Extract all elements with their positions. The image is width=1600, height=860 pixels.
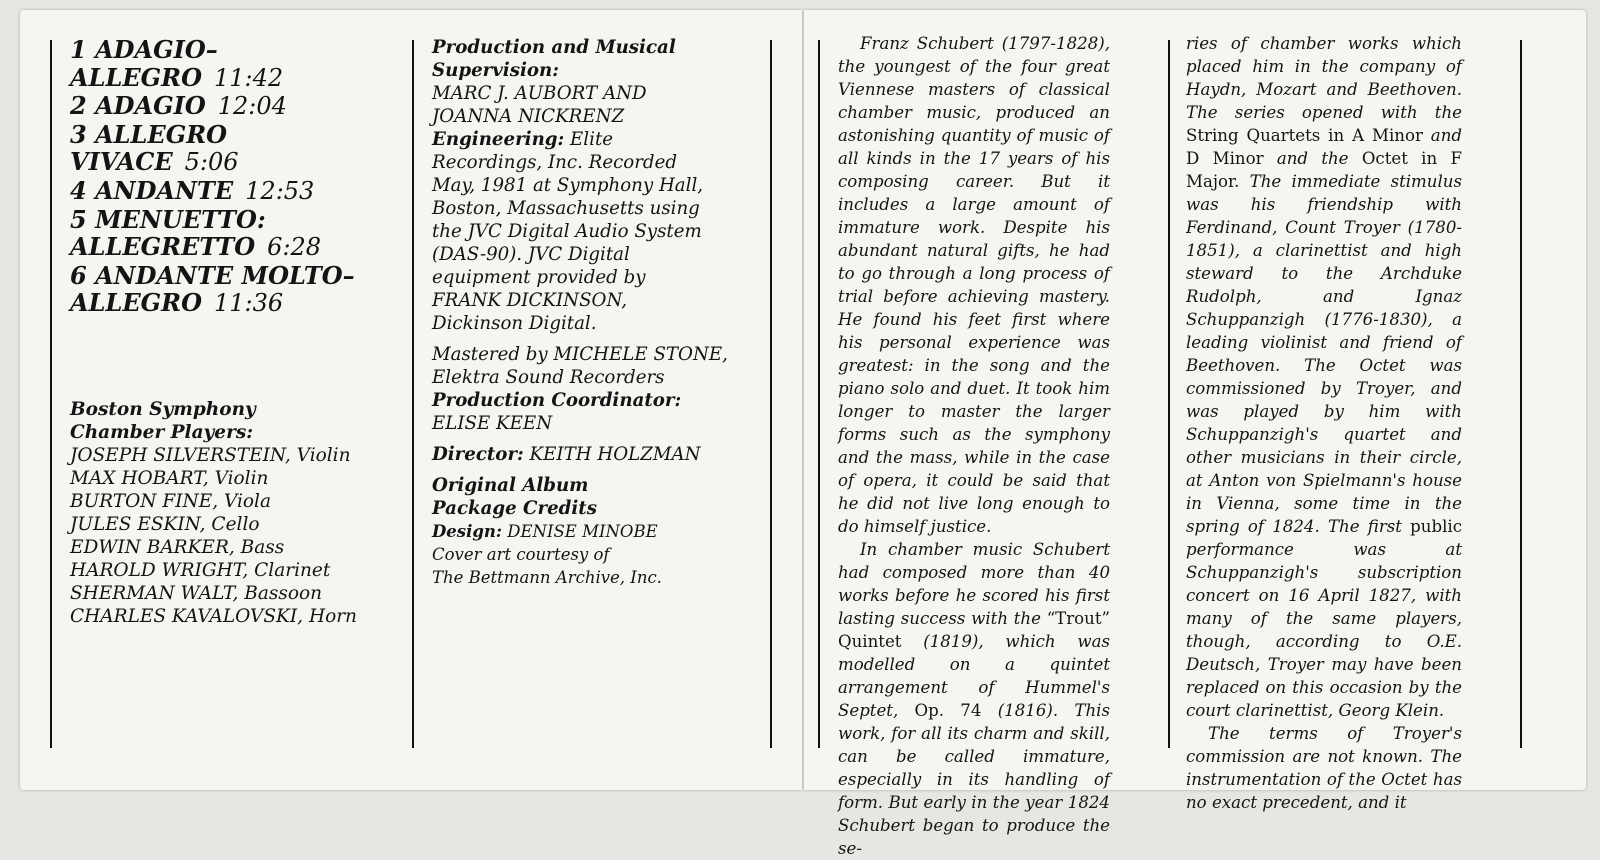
credit-heading: Supervision: — [432, 60, 559, 81]
track-item-cont: ALLEGRO 11:36 — [70, 288, 284, 318]
credit-heading: Production Coordinator: — [432, 390, 682, 411]
credit-line: Mastered by MICHELE STONE, — [432, 344, 728, 365]
track-item: 3 ALLEGRO — [70, 119, 228, 149]
credit-heading: Package Credits — [432, 498, 597, 519]
credit-label: Engineering: — [432, 129, 565, 150]
left-page — [20, 10, 802, 790]
credit-line: Director: KEITH HOLZMAN — [432, 444, 701, 465]
credit-heading: Original Album — [432, 475, 589, 496]
player: CHARLES KAVALOVSKI, Horn — [70, 606, 357, 627]
track-item: 1 ADAGIO– — [70, 35, 218, 64]
ensemble-list — [70, 398, 400, 628]
player: EDWIN BARKER, Bass — [70, 537, 285, 558]
track-list — [70, 36, 390, 318]
notes-paragraph: Franz Schubert (1797-1828), the youngest of the four great Viennese masters of classical chamber music, produced an astonishing quantity of music of all kinds in the 17 years of his composing career. But it includes a large amount of immature work. Despite his abundant natural gifts, he had to go through a long process of trial before achieving mastery. He found his feet first where his personal experience was greatest: in the song and the piano solo and duet. It took him longer to master the larger forms such as the symphony and the mass, while in the case of opera, it could be said that he did not live long enough to do himself justice. — [838, 34, 1110, 536]
track-time: 11:42 — [214, 63, 284, 92]
notes-paragraph: In chamber music Schubert had composed more than 40 works before he scored his first lasting success with the “Trout” Quintet (1819), which was modelled on a quintet arrangement of Hummel's Septet, Op. 74 (1816). This work, for all its charm and skill, can be called immature, especially in its handling of form. But early in the year 1824 Schubert began to produce the se- — [838, 540, 1111, 858]
credits-column — [432, 36, 772, 589]
column-rule — [412, 40, 414, 748]
ensemble-heading: Boston Symphony — [70, 399, 256, 420]
player: BURTON FINE, Viola — [70, 491, 271, 512]
credit-line: MARC J. AUBORT AND — [432, 83, 647, 104]
player: MAX HOBART, Violin — [70, 468, 269, 489]
track-time: 6:28 — [267, 233, 322, 262]
credit-line: JOANNA NICKRENZ — [432, 106, 625, 127]
credit-line: Elektra Sound Recorders — [432, 367, 665, 388]
credit-label: Director: — [432, 444, 524, 465]
notes-column-2 — [1186, 32, 1462, 814]
track-item: 5 MENUETTO: — [70, 204, 266, 234]
player: SHERMAN WALT, Bassoon — [70, 583, 323, 604]
credit-line: the JVC Digital Audio System — [432, 221, 702, 242]
notes-paragraph: ries of chamber works which placed him in the company of Haydn, Mozart and Beethoven. The series opened with the String Quartets in A Minor and D Minor and the Octet in F Major. The immediate stimulus was his friendship with Ferdinand, Count Troyer (1780-1851), a clarinettist and high steward to the Archduke Rudolph, and Ignaz Schuppanzigh (1776-1830), a leading violinist and friend of Beethoven. The Octet was commissioned by Troyer, and was played by him with Schuppanzigh's quartet and other musicians in their circle, at Anton von Spielmann's house in Vienna, some time in the spring of 1824. The first public performance was at Schuppanzigh's subscription concert on 16 April 1827, with many of the same players, though, according to O.E. Deutsch, Troyer may have been replaced on this occasion by the court clarinettist, Georg Klein. — [1186, 34, 1462, 720]
credit-line: May, 1981 at Symphony Hall, — [432, 175, 704, 196]
credit-line: equipment provided by — [432, 267, 646, 288]
track-time: 12:53 — [245, 176, 315, 205]
player: HAROLD WRIGHT, Clarinet — [70, 560, 331, 581]
track-item: 4 ANDANTE 12:53 — [70, 175, 315, 205]
track-item: 6 ANDANTE MOLTO– — [70, 260, 355, 290]
track-item-cont: ALLEGRO 11:42 — [70, 62, 284, 92]
track-time: 11:36 — [214, 289, 284, 318]
column-rule — [1168, 40, 1170, 748]
credit-line: Cover art courtesy of — [432, 545, 610, 564]
credit-line: Engineering: Elite — [432, 129, 614, 150]
credit-line: Recordings, Inc. Recorded — [432, 152, 677, 173]
column-rule — [1520, 40, 1522, 748]
credit-line: Boston, Massachusetts using — [432, 198, 700, 219]
track-item: 2 ADAGIO 12:04 — [70, 91, 287, 121]
credit-line: Design: DENISE MINOBE — [432, 522, 658, 541]
track-time: 12:04 — [217, 92, 287, 121]
credit-line: The Bettmann Archive, Inc. — [432, 568, 662, 587]
track-item-cont: VIVACE 5:06 — [70, 147, 239, 177]
credit-line: (DAS-90). JVC Digital — [432, 244, 630, 265]
player: JOSEPH SILVERSTEIN, Violin — [70, 445, 351, 466]
track-item-cont: ALLEGRETTO 6:28 — [70, 232, 322, 262]
credit-label: Design: — [432, 522, 502, 541]
credit-line: FRANK DICKINSON, — [432, 290, 627, 311]
right-page — [804, 10, 1586, 858]
player: JULES ESKIN, Cello — [70, 514, 260, 535]
credit-line: Dickinson Digital. — [432, 313, 597, 334]
credit-line: ELISE KEEN — [432, 413, 553, 434]
column-rule — [50, 40, 52, 748]
column-rule — [818, 40, 820, 748]
ensemble-heading: Chamber Players: — [70, 422, 254, 443]
credit-heading: Production and Musical — [432, 37, 676, 58]
notes-paragraph: The terms of Troyer's commission are not known. The instrumentation of the Octet has no exact precedent, and it — [1186, 724, 1462, 812]
track-time: 5:06 — [184, 148, 239, 177]
notes-column-1 — [838, 32, 1110, 860]
